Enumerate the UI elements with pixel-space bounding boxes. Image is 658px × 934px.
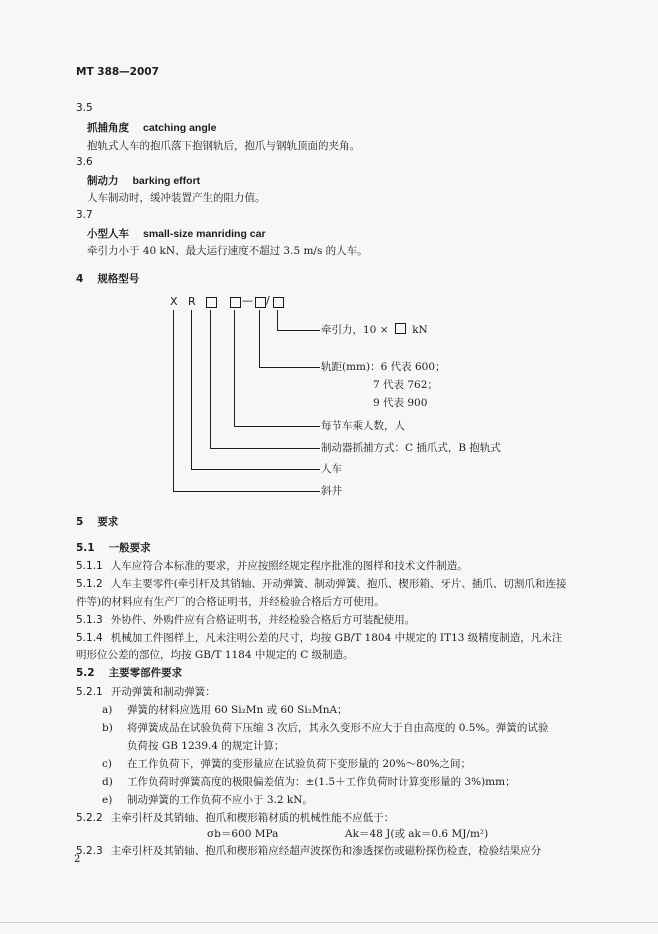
list-text: 工作负荷时弹簧高度的极限偏差值为：±(1.5＋工作负荷时计算变形量的 3%)mm； [127,776,516,788]
leader-line [173,491,320,492]
clause-5-2-3 [76,843,541,858]
label-traction-box [395,323,406,334]
list-text: 弹簧的材料应选用 60 Si₂Mn 或 60 Si₂MnA； [127,704,348,716]
code-box-persons [230,297,241,308]
code-letter-x: X [170,295,178,308]
list-item [102,702,348,717]
clause-continuation: 件等)的材料应有生产厂的合格证明书，并经检验合格后方可使用。 [76,596,385,608]
subsection-heading [76,665,182,680]
clause-number: 5.2.1 [76,686,103,698]
list-item [102,756,471,771]
leader-line [210,310,211,448]
clause-5-1-1 [76,558,468,573]
list-item-continuation: 负荷按 GB 1239.4 的规定计算； [127,740,285,752]
clause-5-1-3 [76,612,415,627]
leader-line [173,310,174,491]
clause-text: 主牵引杆及其销轴、抱爪和楔形箱材质的机械性能不应低于： [110,812,395,824]
label-car: 人车 [321,463,342,475]
term-number: 3.6 [76,156,93,168]
code-dash: — [242,294,253,307]
label-traction [321,322,428,337]
leader-line [210,448,320,449]
term-definition: 牵引力小于 40 kN、最大运行速度不超过 3.5 m/s 的人车。 [87,245,368,257]
label-brake: 制动器抓捕方式：C 插爪式，B 抱轨式 [321,442,501,454]
subsection-number: 5.1 [76,542,95,554]
clause-number: 5.2.2 [76,812,103,824]
term-en: catching angle [143,122,217,134]
term-definition: 人车制动时，缓冲装置产生的阻力值。 [87,192,266,204]
clause-5-2-2 [76,810,394,825]
term-number: 3.5 [76,102,93,114]
list-marker: d) [102,776,113,788]
list-text: 制动弹簧的工作负荷不应小于 3.2 kN。 [127,794,313,806]
leader-line [234,426,320,427]
code-box-brake [206,297,217,308]
list-marker: b) [102,722,113,734]
formula-impact: Ak＝48 J(或 ak＝0.6 MJ/m²) [345,828,489,840]
label-persons: 每节车乘人数，人 [321,420,405,432]
term-zh: 制动力 [87,175,119,187]
page-number: 2 [74,854,81,865]
list-marker: c) [102,758,112,770]
code-box-traction [273,297,284,308]
subsection-heading [76,540,151,555]
label-gauge-3: 9 代表 900 [373,397,428,409]
term-definition: 抱轨式人车的抱爪落下抱钢轨后，抱爪与钢轨顶面的夹角。 [87,140,360,152]
label-traction-unit: kN [412,324,428,336]
list-text: 在工作负荷下，弹簧的变形量应在试验负荷下变形量的 20%～80%之间； [127,758,472,770]
clause-text: 外协件、外购件应有合格证明书，并经检验合格后方可装配使用。 [110,614,416,626]
label-traction-text: 牵引力，10 × [321,324,389,336]
code-slash: / [266,294,270,307]
formula-sigma: σb＝600 MPa [207,828,279,840]
standard-code: MT 388—2007 [76,66,159,78]
section-heading [76,271,139,286]
label-gauge-2: 7 代表 762； [373,379,438,391]
term-heading [87,120,217,135]
section-number: 5 [76,516,84,528]
label-gauge: 轨距(mm)：6 代表 600； [321,361,446,373]
subsection-number: 5.2 [76,667,95,679]
leader-line [277,330,320,331]
section-number: 4 [76,273,84,285]
section-title: 要求 [97,516,119,528]
clause-5-2-1 [76,684,216,699]
clause-5-1-4 [76,630,562,645]
clause-number: 5.2.3 [76,845,103,857]
leader-line [259,310,260,367]
term-en: barking effort [132,175,201,187]
subsection-title: 一般要求 [108,542,151,554]
clause-text: 开动弹簧和制动弹簧： [110,686,216,698]
label-incline: 斜井 [321,485,342,497]
leader-line [277,310,278,330]
code-letter-r: R [188,295,196,308]
list-marker: e) [102,794,113,806]
list-text: 将弹簧成品在试验负荷下压缩 3 次后，其永久变形不应大于自由高度的 0.5%。弹簧的试验 [127,722,549,734]
list-item [102,774,516,789]
list-item [102,720,548,735]
clause-number: 5.1.4 [76,632,103,644]
term-zh: 小型人车 [87,228,129,240]
code-box-gauge [255,297,266,308]
clause-number: 5.1.3 [76,614,103,626]
list-item [102,792,313,807]
clause-5-1-2 [76,576,566,591]
term-number: 3.7 [76,209,93,221]
term-en: small-size manriding car [143,228,266,240]
term-heading [87,226,266,241]
leader-line [234,310,235,426]
clause-text: 主牵引杆及其销轴、抱爪和楔形箱应经超声波探伤和渗透探伤或磁粉探伤检查，检验结果应分 [110,845,542,857]
term-zh: 抓捕角度 [87,122,129,134]
subsection-title: 主要零部件要求 [108,667,183,679]
leader-line [191,469,320,470]
clause-text: 机械加工件图样上，凡未注明公差的尺寸，均按 GB/T 1804 中规定的 IT13 级精度制造，凡未注 [110,632,563,644]
clause-number: 5.1.2 [76,578,103,590]
section-heading [76,514,118,529]
footer-divider [0,922,658,923]
section-title: 规格型号 [97,273,140,285]
list-marker: a) [102,704,113,716]
term-heading [87,173,200,188]
clause-number: 5.1.1 [76,560,103,572]
clause-text: 人车主要零件(牵引杆及其销轴、开动弹簧、制动弹簧、抱爪、楔形箱、牙片、插爪、切割爪和连接 [110,578,567,590]
leader-line [191,310,192,469]
leader-line [259,367,320,368]
clause-continuation: 明形位公差的部位，均按 GB/T 1184 中规定的 C 级制造。 [76,649,354,661]
clause-text: 人车应符合本标准的要求，并应按照经规定程序批准的图样和技术文件制造。 [110,560,468,572]
